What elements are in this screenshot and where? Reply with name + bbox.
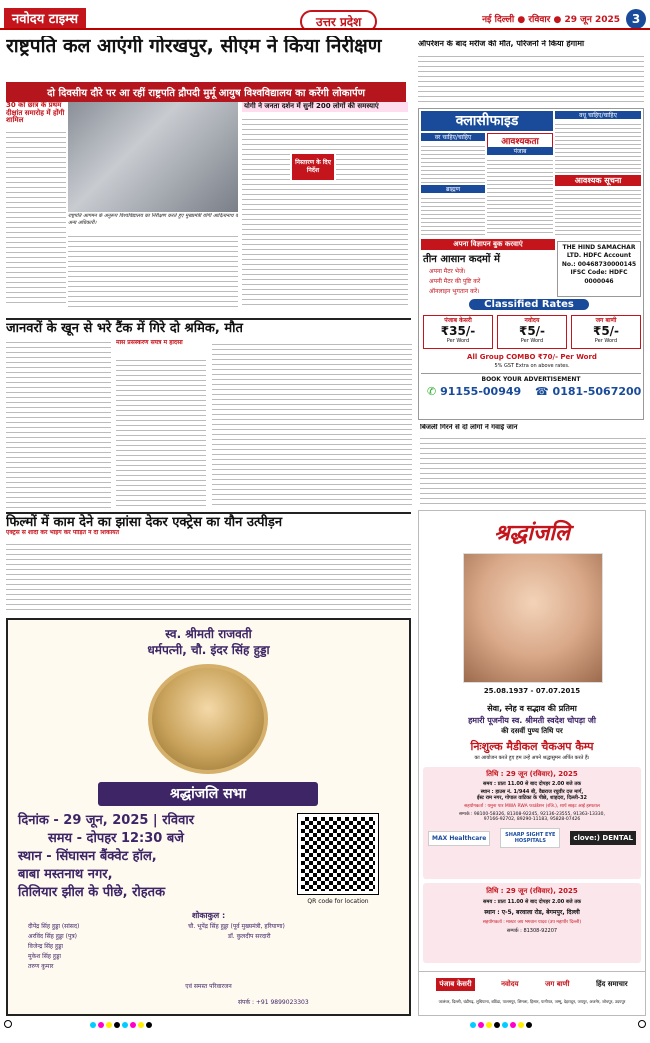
state-label: पंजाब (487, 147, 553, 155)
line-2: हमारी पूजनीय स्व. श्रीमती स्वदेश चोपड़ा जी (468, 716, 596, 725)
suchna-body (555, 187, 641, 235)
deceased-portrait (148, 664, 268, 774)
line-1: सेवा, स्नेह व सद्भाव की प्रतिमा (487, 704, 577, 713)
book-label: BOOK YOUR ADVERTISEMENT (421, 373, 641, 383)
masthead (0, 8, 650, 30)
phone-2 (535, 385, 641, 398)
vadhu-body (555, 121, 641, 173)
sponsor-logos (423, 828, 641, 848)
mourner: विजेन्द्र सिंह हुड्डा (28, 943, 63, 950)
rate-unit: Per Word (520, 338, 544, 344)
color-strip (470, 1022, 532, 1028)
deceased-name: स्व. श्रीमती राजवती (165, 627, 252, 641)
paper-name: जग बाणी (595, 317, 617, 324)
hind-samachar-logo: हिंद समाचार (596, 980, 628, 988)
body-text (242, 115, 408, 305)
phone-1 (427, 385, 521, 398)
portrait (463, 553, 603, 683)
step-3: ऑनलाइन भुगतान करें। (429, 288, 480, 295)
steps-heading: तीन आसान कदमों में (423, 254, 500, 265)
mourner: चौ. भूपेंद्र सिंह हुड्डा (पूर्व मुख्यमंत्री, हरियाणा) (188, 923, 285, 930)
camp-2 (423, 883, 641, 963)
combo-rate: All Group COMBO ₹70/- Per Word (467, 353, 597, 361)
camp-contact: सम्पर्क : 98100-58326, 81308-92245, 92136-23555, 91363-13330, (459, 812, 605, 817)
lead-headline: राष्ट्रपति कल आएंगी गोरखपुर, सीएम ने किया निरीक्षण (6, 36, 382, 57)
mourner: अरविंद सिंह हुड्डा (पुत्र) (28, 933, 78, 940)
story2-body (6, 338, 111, 508)
sabha-place-3: तिलियार झील के पीछे, रोहतक (18, 885, 166, 900)
yogi-story (242, 102, 408, 312)
nistaran-box: निस्तारण के दिए निर्देश (290, 152, 336, 182)
jag-bani-logo: जग बाणी (545, 980, 570, 988)
sabha-time: समय - दोपहर 12:30 बजे (48, 831, 184, 846)
story5-body (6, 540, 411, 612)
mourner: मुकेश सिंह हुड्डा (28, 953, 61, 960)
paper-name: नवोदय (524, 317, 540, 324)
phone-number: 0181-5067200 (552, 385, 642, 398)
punjab-kesari-logo: पंजाब केसरी (436, 978, 474, 991)
sabha-title: श्रद्धांजलि सभा (98, 782, 318, 806)
yogi-headline: योगी ने जनता दर्शन में सुनीं 200 लोगों की समस्याएं (242, 102, 408, 112)
camp-1 (423, 767, 641, 879)
mourner: तरुण कुमार (28, 963, 54, 970)
job-body (487, 157, 553, 235)
story4-headline: ऑपरेशन के बाद मरीज की मौत, परिजनों ने किया हंगामा (418, 40, 585, 48)
rate-box-2 (497, 315, 567, 349)
gst-note: 5% GST Extra on above rates. (494, 363, 570, 369)
story5-headline: फिल्मों में काम देने का झांसा देकर एक्ट्रेस का यौन उत्पीड़न (6, 512, 411, 530)
book-banner: अपना विज्ञापन बुक करवाएं (421, 239, 555, 250)
var-body (421, 143, 485, 183)
sharp-sight-logo: SHARP SIGHT EYE HOSPITALS (500, 828, 560, 848)
line-4: निःशुल्क मैडीकल चैकअप कैम्प (470, 740, 594, 753)
rate-unit: Per Word (446, 338, 470, 344)
lead-body (68, 232, 238, 310)
camp-date: तिथि : 29 जून (रविवार), 2025 (486, 770, 578, 778)
camp-sponsor: सहयोगकर्ता : मास्टर जय भगवान यादव (उप महापौर दिल्ली) (482, 920, 582, 925)
step-1: अपना मैटर भेजें। (429, 268, 466, 275)
rate-value: ₹35/- (440, 324, 476, 338)
bank-details: THE HIND SAMACHAR LTD. HDFC Account No.: 00468730000145 IFSC Code: HDFC 0000046 (557, 241, 641, 297)
brahman-body (421, 195, 485, 235)
story2-body (116, 356, 206, 508)
rate-value: ₹5/- (518, 324, 546, 338)
camp-sponsor: सहयोगकर्ता : यमुना पार MWA RWA फाउंडेशन (रजि.), शार्प साइट आई हस्पताल (464, 804, 600, 809)
brahman-label: ब्राह्मण (421, 185, 485, 193)
page-number: 3 (626, 9, 646, 29)
story5-subhead: एक्ट्रेस से शादी कर भाईग कर पीड़ित ने दी शिकायत (6, 530, 120, 536)
dateline: नई दिल्ली ● रविवार ● 29 जून 2025 (482, 15, 620, 25)
var-label: वर चाहिए/चाहिए (421, 133, 485, 141)
newspaper-logo: नवोदय टाइम्स (4, 8, 86, 29)
camp-place: स्थान : हाउस नं. 1/944 बी, वैद्यराज रघुवीर दत्त मार्ग, (480, 789, 584, 795)
shraddhanjali-ad-right (418, 510, 646, 1016)
rate-box-1 (423, 315, 493, 349)
story2-headline: जानवरों के खून से भरे टैंक में गिरे दो श्रमिक, मौत (6, 318, 411, 336)
deceased-relation: धर्मपत्नी, चौ. इंदर सिंह हुड्डा (147, 643, 270, 657)
side-story (6, 102, 66, 307)
line-5: का आयोजन करते हुए हम उन्हें अपने श्रद्धासुमन अर्पित करते हैं। (474, 755, 590, 761)
clove-logo: clove:) DENTAL (570, 831, 636, 845)
contact: संपर्क : +91 9899023303 (238, 999, 309, 1006)
phone-icon: ☎ (535, 385, 549, 398)
camp-place: स्थान : ए-5, बरवाला रोड, बेगमपुर, दिल्ली (484, 909, 580, 916)
shraddhanjali-ad-left (6, 618, 411, 1016)
sabha-place-1: स्थान - सिंघासन बैंक्वेट हॉल, (18, 849, 157, 864)
rate-unit: Per Word (594, 338, 618, 344)
whatsapp-icon: ✆ (427, 385, 437, 398)
suchna-label: आवश्यक सूचना (555, 175, 641, 186)
camp-time: समय : प्रातः 11.00 से बाद दोपहर 2.00 बजे तक (482, 781, 582, 787)
phone-number: 91155-00949 (440, 385, 522, 398)
sabha-place-2: बाबा मस्तनाथ नगर, (18, 867, 113, 882)
body-text (6, 128, 66, 307)
navodaya-logo: नवोदय (501, 980, 519, 988)
max-logo: MAX Healthcare (428, 831, 490, 846)
mourner: दीपेंद्र सिंह हुड्डा (सांसद) (28, 923, 80, 930)
story4-body (418, 52, 644, 102)
camp-place: ईस्ट राम नगर, गोपाल वाटिका के पीछे, शाहदरा, दिल्ली-32 (477, 795, 587, 801)
qr-caption: QR code for location (307, 898, 369, 905)
rate-box-3 (571, 315, 641, 349)
lead-subhead: दो दिवसीय दौरे पर आ रहीं राष्ट्रपति द्रौपदी मुर्मू आयुष विश्वविद्यालय का करेंगी लोकार्पण (6, 82, 406, 102)
classified-title: क्लासीफाइड (421, 111, 553, 131)
family-label: एवं समस्त परिवारजन (185, 983, 232, 990)
classified-panel (418, 108, 644, 420)
camp-contact: 97166-92702, 89290-11183, 95828-07426 (483, 817, 581, 822)
step-2: अपनी मैटर की पुष्टि करें (429, 278, 481, 285)
camp-contact: सम्पर्क : 81308-92207 (506, 928, 558, 934)
registration-mark (638, 1020, 646, 1028)
vadhu-label: वधू चाहिए/चाहिए (555, 111, 641, 119)
section-label: उत्तर प्रदेश (300, 10, 377, 30)
rate-value: ₹5/- (592, 324, 620, 338)
story2-body (212, 340, 412, 508)
story2-tag: मांस प्रसंस्करण संयंत्र में हादसा (116, 340, 183, 346)
paper-name: पंजाब केसरी (444, 317, 472, 324)
lead-photo (68, 102, 238, 212)
shokakul-label: शोकाकुल : (191, 911, 226, 920)
avashyakta-label: आवश्यकता (487, 133, 553, 148)
ad-title: श्रद्धांजलि (494, 521, 570, 546)
editions: जालंधर, दिल्ली, चंडीगढ़, लुधियाना, बठिंडा, पालमपुर, शिमला, हिसार, पानीपत, जम्मू, देहरादून, जयपुर, अजमेर, जोधपुर, उदयपुर (438, 999, 626, 1004)
qr-code[interactable] (298, 814, 378, 894)
camp-date: तिथि : 29 जून (रविवार), 2025 (486, 887, 578, 895)
photo-caption: राष्ट्रपति आगमन के अनुरूप विश्वविद्यालय का निरीक्षण करते हुए मुख्यमंत्री योगी आदित्यनाथ व अन्य अधिकारी। (68, 213, 238, 227)
color-strip (90, 1022, 152, 1028)
story3-body (420, 434, 646, 504)
story3-headline-alt: बिजली गिरने से दो लोगों ने गंवाई जान (420, 424, 518, 431)
registration-mark (4, 1020, 12, 1028)
mourner: डॉ. कुलदीप सरदारी (228, 933, 271, 940)
sabha-date: दिनांक - 29 जून, 2025 | रविवार (18, 813, 195, 828)
side-headline: 30 को छात्र के प्रथम दीक्षांत समारोह में होंगी शामिल (6, 102, 65, 125)
life-dates: 25.08.1937 - 07.07.2015 (483, 687, 581, 695)
camp-time: समय : प्रातः 11.00 से बाद दोपहर 2.00 बजे तक (482, 899, 582, 905)
line-3: की दसवीं पुण्य तिथि पर (501, 727, 563, 735)
publisher-logos (419, 971, 645, 997)
rates-heading: Classified Rates (469, 299, 589, 310)
